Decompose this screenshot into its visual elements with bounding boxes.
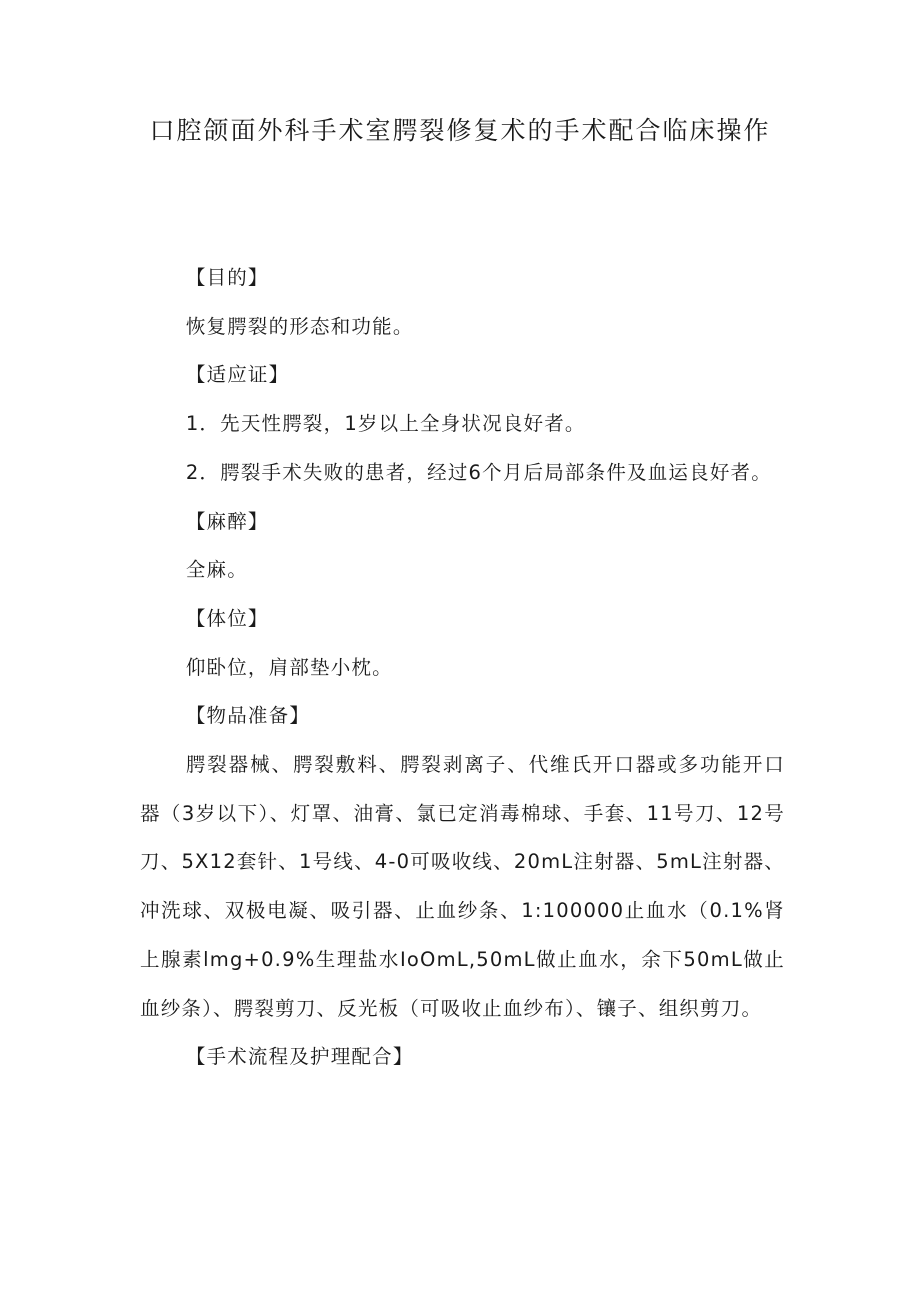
supplies-heading: 【物品准备】 [185, 704, 311, 728]
position-heading: 【体位】 [185, 606, 269, 630]
procedure-heading: 【手术流程及护理配合】 [185, 1045, 414, 1069]
indication-heading: 【适应证】 [185, 363, 290, 387]
position-text: 仰卧位，肩部垫小枕。 [185, 655, 393, 679]
purpose-text: 恢复腭裂的形态和功能。 [185, 314, 414, 338]
document-title: 口腔颌面外科手术室腭裂修复术的手术配合临床操作 [149, 116, 771, 145]
document-body [140, 254, 785, 1082]
indication-item-2: 2．腭裂手术失败的患者，经过6个月后局部条件及血运良好者。 [185, 460, 772, 484]
purpose-heading: 【目的】 [185, 266, 269, 289]
anesthesia-text: 全麻。 [185, 558, 248, 582]
anesthesia-heading: 【麻醉】 [185, 509, 269, 533]
indication-item-1: 1．先天性腭裂，1岁以上全身状况良好者。 [185, 412, 586, 436]
supplies-text: 腭裂器械、腭裂敷料、腭裂剥离子、代维氏开口器或多功能开口器（3岁以下）、灯罩、油膏、氯已定消毒棉球、手套、11号刀、12号刀、5X12套针、1号线、4-0可吸收线、20mL注射器、5mL注射器、冲洗球、双极电凝、吸引器、止血纱条、1:100000止血水（0.1%肾上腺素lmg+0.9%生理盐水IoOmL,50mL做止血水，余下50mL做止血纱条）、腭裂剪刀、反光板（可吸收止血纱布）、镶子、组织剪刀。 [140, 753, 785, 1020]
